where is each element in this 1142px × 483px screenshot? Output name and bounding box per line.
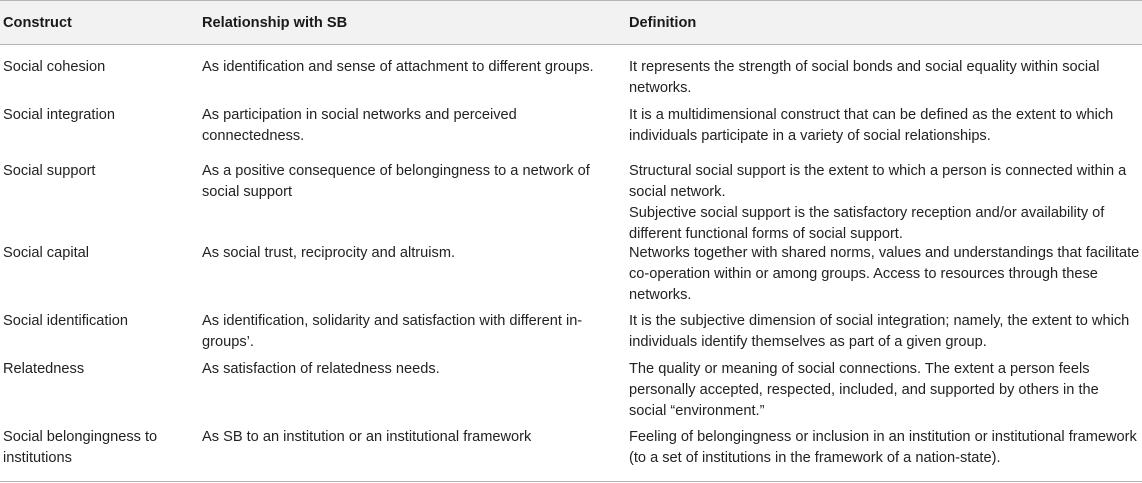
table-row <box>0 415 1142 481</box>
definition-cell <box>629 161 1142 242</box>
definition-text: It represents the strength of social bonds and social equality within social networks. <box>629 59 1100 96</box>
definition-text: Networks together with shared norms, values and understandings that facilitate co-operation within or among groups. Access to resources through these networks. <box>629 245 1140 303</box>
table-row <box>0 149 1142 242</box>
relationship-cell: As identification and sense of attachment to different groups. <box>202 59 594 75</box>
construct-cell: Social support <box>3 163 96 179</box>
construct-cell: Social cohesion <box>3 59 106 75</box>
definition-cell <box>629 105 1142 149</box>
construct-cell: Social integration <box>3 107 115 123</box>
header-definition: Definition <box>629 14 697 31</box>
relationship-cell: As satisfaction of relatedness needs. <box>202 361 440 377</box>
header-construct: Construct <box>3 14 72 31</box>
relationship-cell: As participation in social networks and perceived connectedness. <box>202 107 517 144</box>
table-row <box>0 299 1142 350</box>
table-row <box>0 45 1142 96</box>
definition-text: It is the subjective dimension of social integration; namely, the extent to which individuals identify themselves as part of a given group. <box>629 313 1130 350</box>
table-header-row <box>0 1 1142 45</box>
relationship-cell: As identification, solidarity and satisfaction with different in-groups’. <box>202 313 583 350</box>
table-row <box>0 347 1142 419</box>
header-relationship: Relationship with SB <box>202 14 348 31</box>
table-row <box>0 93 1142 149</box>
definition-cell <box>629 243 1142 303</box>
relationship-cell: As a positive consequence of belongingness to a network of social support <box>202 163 590 200</box>
definition-text: It is a multidimensional construct that can be defined as the extent to which individuals participate in a variety of social relationships. <box>629 107 1114 144</box>
relationship-cell: As SB to an institution or an institutional framework <box>202 429 532 445</box>
definition-cell <box>629 57 1142 96</box>
definition-cell <box>629 359 1142 419</box>
relationship-cell: As social trust, reciprocity and altruism. <box>202 245 456 261</box>
definition-text: The quality or meaning of social connections. The extent a person feels personally accepted, respected, included, and supported by others in the social “environment.” <box>629 361 1099 419</box>
definition-cell <box>629 311 1142 350</box>
definition-cell <box>629 427 1142 481</box>
definition-text: Feeling of belongingness or inclusion in an institution or institutional framework (to a set of institutions in the framework of a nation-state). <box>629 429 1137 466</box>
definition-text: Structural social support is the extent to which a person is connected within a social network. <box>629 163 1127 200</box>
construct-cell: Relatedness <box>3 361 85 377</box>
construct-cell: Social belongingness to institutions <box>3 429 158 466</box>
definition-text: Subjective social support is the satisfactory reception and/or availability of different functional forms of social support. <box>629 205 1105 242</box>
construct-cell: Social capital <box>3 245 89 261</box>
construct-cell: Social identification <box>3 313 128 329</box>
